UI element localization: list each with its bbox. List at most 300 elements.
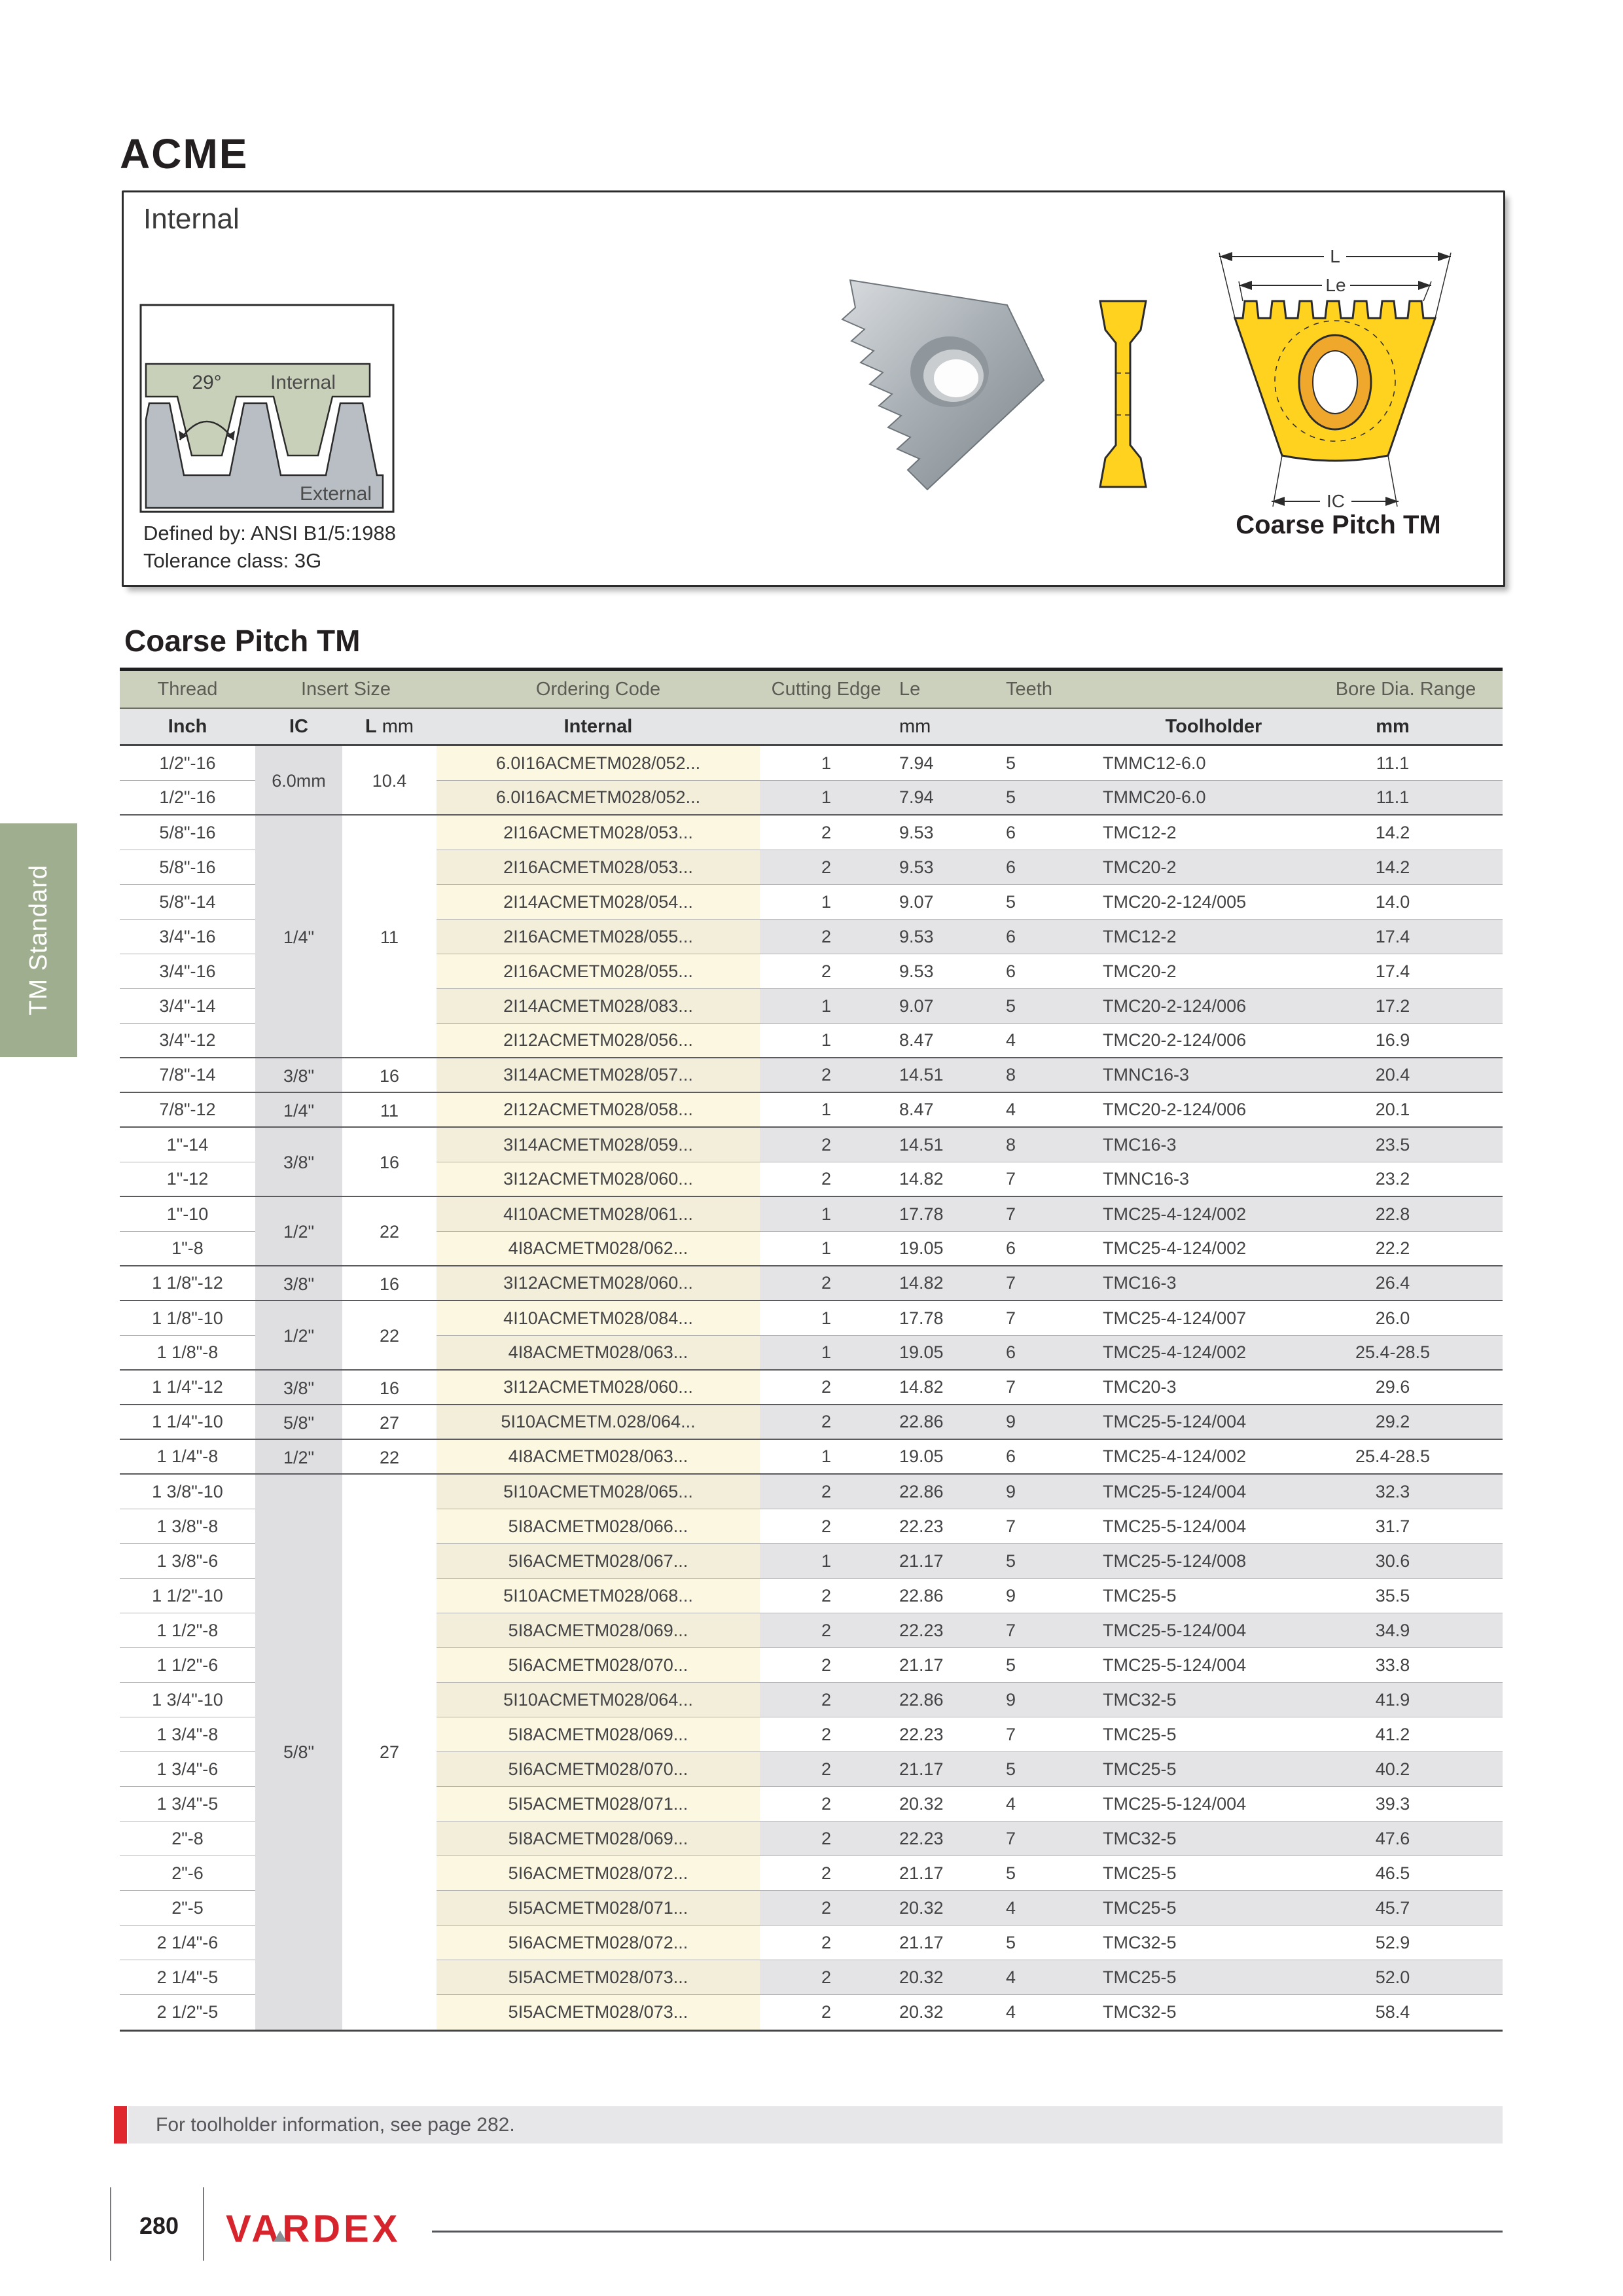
table-row — [120, 954, 1503, 989]
group-l-label: 16 — [379, 1274, 400, 1294]
cell-l — [342, 989, 437, 1024]
cell-bore: 41.2 — [1335, 1717, 1503, 1752]
cell-teeth: 4 — [999, 1891, 1092, 1926]
cell-l — [342, 1856, 437, 1891]
cell-cutting-edge: 2 — [760, 1787, 893, 1821]
cell-l — [342, 1024, 437, 1057]
cell-teeth: 7 — [999, 1509, 1092, 1544]
subheader-ic: IC — [289, 715, 308, 737]
header-bore-range: Bore Dia. Range — [1335, 678, 1476, 700]
cell-teeth: 4 — [999, 1960, 1092, 1995]
cell-thread: 7/8"-12 — [159, 1100, 216, 1119]
insert-side-view — [1080, 296, 1166, 492]
subheader-mm-bore: mm — [1376, 715, 1410, 737]
cell-teeth: 6 — [999, 954, 1092, 989]
cell-cutting-edge: 2 — [760, 1856, 893, 1891]
group-ic-label: 1/4" — [283, 1100, 315, 1121]
cell-thread: 1 1/8"-12 — [152, 1273, 223, 1293]
cell-ordering-code: 3I14ACMETM028/057... — [437, 1058, 760, 1092]
cell-ordering-code: 2I16ACMETM028/053... — [437, 816, 760, 850]
header-insert-size: Insert Size — [301, 678, 391, 700]
cell-teeth: 5 — [999, 989, 1092, 1024]
cell-bore: 58.4 — [1375, 2002, 1410, 2022]
cell-ordering-code: 4I10ACMETM028/084... — [437, 1301, 760, 1336]
insert-caption: Coarse Pitch TM — [1236, 511, 1441, 539]
cell-thread: 1/2"-16 — [120, 746, 255, 781]
table-body — [120, 746, 1503, 2032]
table-row — [120, 1648, 1503, 1683]
cell-ordering-code: 5I6ACMETM028/070... — [437, 1752, 760, 1787]
cell-teeth: 5 — [999, 885, 1092, 920]
table-row — [120, 1024, 1503, 1058]
cell-toolholder: TMC25-5 — [1092, 1717, 1335, 1752]
cell-teeth: 8 — [999, 1128, 1092, 1162]
cell-thread: 1 3/8"-10 — [120, 1475, 255, 1509]
cell-toolholder: TMC25-4-124/002 — [1103, 1238, 1247, 1258]
cell-bore: 33.8 — [1335, 1648, 1503, 1683]
cell-thread: 1"-8 — [171, 1238, 204, 1258]
cell-bore: 29.2 — [1335, 1405, 1503, 1439]
cell-toolholder: TMC25-5-124/004 — [1092, 1648, 1335, 1683]
cell-thread: 2 1/4"-5 — [120, 1960, 255, 1995]
cell-le: 7.94 — [893, 781, 999, 814]
group-ic-label: 5/8" — [283, 1412, 315, 1433]
cell-toolholder: TMC25-4-124/002 — [1092, 1336, 1335, 1369]
group-l-label: 16 — [379, 1153, 400, 1172]
cell-cutting-edge: 1 — [760, 746, 893, 781]
cell-le: 22.86 — [893, 1405, 999, 1439]
cell-thread: 2"-6 — [120, 1856, 255, 1891]
cell-toolholder: TMC20-2-124/006 — [1103, 1030, 1247, 1050]
cell-toolholder: TMC32-5 — [1092, 1926, 1335, 1960]
cell-bore: 14.0 — [1335, 885, 1503, 920]
cell-le: 20.32 — [893, 1960, 999, 1995]
cell-thread: 1 1/4"-8 — [156, 1446, 219, 1466]
subheader-toolholder: Toolholder — [1165, 715, 1262, 737]
cell-cutting-edge: 2 — [821, 2002, 832, 2022]
cell-toolholder: TMC25-5 — [1092, 1891, 1335, 1926]
cell-cutting-edge: 1 — [760, 989, 893, 1024]
cell-le: 9.53 — [893, 954, 999, 989]
table-row — [120, 989, 1503, 1024]
cell-ordering-code: 5I8ACMETM028/069... — [437, 1717, 760, 1752]
cell-cutting-edge: 1 — [760, 781, 893, 814]
section-title: Coarse Pitch TM — [124, 624, 361, 658]
header-thread: Thread — [157, 678, 218, 700]
cell-le: 14.82 — [899, 1169, 944, 1189]
cell-ordering-code: 5I10ACMETM028/064... — [437, 1683, 760, 1717]
cell-cutting-edge: 2 — [760, 1475, 893, 1509]
cell-toolholder: TMMC20-6.0 — [1092, 781, 1335, 814]
subheader-mm-le: mm — [899, 715, 931, 737]
cell-teeth: 7 — [999, 1613, 1092, 1648]
cell-ordering-code: 4I8ACMETM028/063... — [437, 1440, 760, 1473]
cell-teeth: 6 — [1006, 1238, 1016, 1258]
cell-cutting-edge: 1 — [821, 1238, 832, 1258]
cell-l — [342, 1613, 437, 1648]
cell-ordering-code: 5I5ACMETM028/073... — [437, 1960, 760, 1995]
table-row — [120, 1613, 1503, 1648]
table-row — [120, 1544, 1503, 1579]
cell-toolholder: TMC20-2-124/005 — [1092, 885, 1335, 920]
group-ic-label: 1/4" — [283, 927, 315, 947]
cell-ic — [255, 989, 342, 1024]
header-le: Le — [899, 678, 921, 700]
cell-toolholder: TMC20-2-124/006 — [1092, 989, 1335, 1024]
group-ic-label: 3/8" — [283, 1274, 315, 1294]
cell-bore: 31.7 — [1335, 1509, 1503, 1544]
cell-cutting-edge: 2 — [760, 1752, 893, 1787]
footer-divider-left — [110, 2187, 111, 2261]
group-ic-label: 3/8" — [283, 1378, 315, 1398]
cell-bore: 30.6 — [1335, 1544, 1503, 1579]
cell-thread: 5/8"-16 — [120, 816, 255, 850]
page-number: 280 — [139, 2212, 179, 2239]
cell-ic — [255, 816, 342, 850]
cell-bore: 46.5 — [1335, 1856, 1503, 1891]
cell-ordering-code: 6.0I16ACMETM028/052... — [437, 781, 760, 814]
cell-ic — [255, 1995, 342, 2030]
cell-teeth: 7 — [999, 1266, 1092, 1300]
group-ic-label: 5/8" — [283, 1742, 315, 1762]
cell-cutting-edge: 2 — [760, 1613, 893, 1648]
cell-ordering-code: 3I14ACMETM028/059... — [437, 1128, 760, 1162]
cell-le: 22.23 — [893, 1509, 999, 1544]
cell-cutting-edge: 1 — [760, 885, 893, 920]
page-title: ACME — [120, 130, 249, 177]
cell-thread: 3/4"-12 — [159, 1030, 216, 1050]
cell-le: 14.51 — [893, 1058, 999, 1092]
cell-toolholder: TMC20-2-124/006 — [1103, 1100, 1247, 1119]
cell-teeth: 6 — [999, 850, 1092, 885]
cell-ic — [255, 954, 342, 989]
header-ordering-code: Ordering Code — [535, 678, 661, 700]
cell-ordering-code: 2I12ACMETM028/056... — [437, 1024, 760, 1057]
cell-teeth: 4 — [1006, 2002, 1016, 2022]
cell-thread: 1 3/8"-6 — [120, 1544, 255, 1579]
cell-cutting-edge: 2 — [760, 1926, 893, 1960]
group-ic-label: 6.0mm — [272, 771, 326, 791]
cell-le: 22.86 — [893, 1683, 999, 1717]
cell-l — [342, 1821, 437, 1856]
table-subheader-row — [120, 709, 1503, 746]
dim-l-label: L — [1330, 246, 1340, 266]
cell-le: 14.51 — [893, 1128, 999, 1162]
cell-le: 9.07 — [893, 989, 999, 1024]
cell-thread: 1 3/4"-10 — [120, 1683, 255, 1717]
group-l-label: 16 — [379, 1378, 400, 1398]
cell-cutting-edge: 2 — [760, 1405, 893, 1439]
cell-cutting-edge: 2 — [760, 1891, 893, 1926]
cell-thread: 2"-5 — [120, 1891, 255, 1926]
cell-l — [342, 1960, 437, 1995]
cell-le: 19.05 — [893, 1336, 999, 1369]
cell-l — [342, 816, 437, 850]
cell-toolholder: TMC25-5-124/004 — [1092, 1613, 1335, 1648]
table-row — [120, 1509, 1503, 1544]
cell-toolholder: TMC32-5 — [1092, 1821, 1335, 1856]
cell-le: 20.32 — [893, 1787, 999, 1821]
cell-toolholder: TMC25-5-124/004 — [1092, 1475, 1335, 1509]
cell-bore: 17.2 — [1335, 989, 1503, 1024]
cell-teeth: 5 — [999, 1856, 1092, 1891]
cell-le: 19.05 — [899, 1238, 944, 1258]
cell-thread: 2 1/2"-5 — [156, 2002, 219, 2022]
cell-teeth: 5 — [999, 1752, 1092, 1787]
group-l-label: 27 — [379, 1742, 400, 1762]
subheader-inch: Inch — [168, 715, 207, 737]
cell-toolholder: TMC25-5 — [1092, 1579, 1335, 1613]
cell-l — [342, 1544, 437, 1579]
cell-thread: 1 3/4"-6 — [120, 1752, 255, 1787]
header-cutting-edge: Cutting Edge — [771, 678, 882, 700]
cell-thread: 3/4"-14 — [120, 989, 255, 1024]
cell-cutting-edge: 2 — [760, 1579, 893, 1613]
dim-ic-label: IC — [1327, 491, 1345, 511]
cell-ordering-code: 5I10ACMETM028/065... — [437, 1475, 760, 1509]
internal-diagram-label: Internal — [270, 372, 336, 393]
cell-teeth: 5 — [999, 1544, 1092, 1579]
cell-l — [342, 1475, 437, 1509]
cell-l — [342, 1579, 437, 1613]
cell-cutting-edge: 2 — [760, 1509, 893, 1544]
group-l-label: 11 — [380, 1100, 399, 1121]
cell-cutting-edge: 2 — [760, 1683, 893, 1717]
cell-thread: 3/4"-16 — [120, 954, 255, 989]
cell-ordering-code: 5I8ACMETM028/069... — [437, 1613, 760, 1648]
cell-ic — [255, 1648, 342, 1683]
cell-thread: 1"-14 — [120, 1128, 255, 1162]
cell-bore: 23.5 — [1335, 1128, 1503, 1162]
cell-teeth: 5 — [999, 1926, 1092, 1960]
cell-teeth: 6 — [1006, 1446, 1016, 1466]
cell-thread: 5/8"-14 — [120, 885, 255, 920]
table-row — [120, 850, 1503, 885]
cell-cutting-edge: 2 — [760, 1266, 893, 1300]
cell-bore: 11.1 — [1335, 746, 1503, 781]
cell-ic — [255, 1579, 342, 1613]
cell-toolholder: TMC20-3 — [1103, 1377, 1177, 1397]
header-teeth: Teeth — [1006, 678, 1052, 700]
cell-toolholder: TMC25-5-124/008 — [1092, 1544, 1335, 1579]
cell-le: 7.94 — [893, 746, 999, 781]
cell-ordering-code: 6.0I16ACMETM028/052... — [437, 746, 760, 781]
cell-teeth: 6 — [999, 920, 1092, 954]
cell-ordering-code: 5I5ACMETM028/073... — [437, 1995, 760, 2030]
group-ic-label: 1/2" — [283, 1447, 315, 1467]
angle-label: 29° — [192, 372, 222, 393]
subheader-internal: Internal — [563, 715, 633, 737]
cell-toolholder: TMC20-2 — [1092, 954, 1335, 989]
cell-ordering-code: 5I8ACMETM028/066... — [437, 1509, 760, 1544]
brand-logo: VARDEX — [226, 2208, 401, 2250]
cell-le: 21.17 — [893, 1926, 999, 1960]
cell-ordering-code: 3I12ACMETM028/060... — [437, 1162, 760, 1196]
cell-toolholder: TMC25-5 — [1092, 1856, 1335, 1891]
cell-ordering-code: 5I6ACMETM028/072... — [437, 1926, 760, 1960]
cell-bore: 22.8 — [1335, 1197, 1503, 1232]
cell-ordering-code: 4I8ACMETM028/063... — [437, 1336, 760, 1369]
cell-l — [342, 850, 437, 885]
cell-bore: 40.2 — [1335, 1752, 1503, 1787]
cell-thread: 1 3/4"-5 — [120, 1787, 255, 1821]
cell-teeth: 7 — [1006, 1377, 1016, 1397]
cell-teeth: 7 — [999, 1197, 1092, 1232]
cell-ic — [255, 1475, 342, 1509]
cell-ordering-code: 2I14ACMETM028/083... — [437, 989, 760, 1024]
cell-teeth: 4 — [999, 1787, 1092, 1821]
cell-le: 21.17 — [893, 1544, 999, 1579]
cell-bore: 20.1 — [1375, 1100, 1410, 1119]
cell-le: 8.47 — [899, 1100, 934, 1119]
cell-teeth: 5 — [999, 781, 1092, 814]
cell-le: 22.86 — [893, 1475, 999, 1509]
cell-bore: 22.2 — [1375, 1238, 1410, 1258]
cell-l — [342, 885, 437, 920]
cell-teeth: 5 — [999, 1648, 1092, 1683]
cell-toolholder: TMNC16-3 — [1103, 1169, 1190, 1189]
cell-ic — [255, 1024, 342, 1057]
cell-bore: 47.6 — [1335, 1821, 1503, 1856]
cell-toolholder: TMC12-2 — [1092, 816, 1335, 850]
cell-thread: 1 1/8"-10 — [120, 1301, 255, 1336]
toolholder-note: For toolholder information, see page 282. — [156, 2114, 515, 2136]
cell-thread: 7/8"-14 — [159, 1065, 216, 1085]
cell-teeth: 4 — [1006, 1030, 1016, 1050]
cell-cutting-edge: 2 — [760, 1128, 893, 1162]
cell-toolholder: TMC20-2 — [1092, 850, 1335, 885]
cell-thread: 2"-8 — [120, 1821, 255, 1856]
cell-thread: 1/2"-16 — [159, 787, 216, 807]
cell-thread: 3/4"-16 — [120, 920, 255, 954]
cell-l — [342, 1787, 437, 1821]
cell-le: 9.53 — [893, 850, 999, 885]
cell-bore: 14.2 — [1335, 816, 1503, 850]
cell-ic — [255, 1787, 342, 1821]
cell-cutting-edge: 2 — [760, 1648, 893, 1683]
table-header-row — [120, 671, 1503, 709]
cell-ic — [255, 1960, 342, 1995]
cell-ordering-code: 4I8ACMETM028/062... — [437, 1232, 760, 1265]
cell-bore: 20.4 — [1335, 1058, 1503, 1092]
cell-ic — [255, 1926, 342, 1960]
cell-bore: 11.1 — [1335, 781, 1503, 814]
group-l-label: 16 — [379, 1066, 400, 1086]
group-ic-label: 3/8" — [283, 1066, 315, 1086]
cell-thread: 1 1/4"-12 — [152, 1377, 223, 1397]
cell-thread: 2 1/4"-6 — [120, 1926, 255, 1960]
cell-ic — [255, 1821, 342, 1856]
cell-cutting-edge: 2 — [760, 920, 893, 954]
cell-ordering-code: 5I8ACMETM028/069... — [437, 1821, 760, 1856]
cell-le: 8.47 — [899, 1030, 934, 1050]
cell-ordering-code: 2I14ACMETM028/054... — [437, 885, 760, 920]
cell-toolholder: TMC25-4-124/007 — [1092, 1301, 1335, 1336]
cell-bore: 32.3 — [1335, 1475, 1503, 1509]
cell-le: 14.82 — [899, 1377, 944, 1397]
cell-bore: 45.7 — [1335, 1891, 1503, 1926]
cell-thread: 1 1/2"-6 — [120, 1648, 255, 1683]
cell-toolholder: TMC25-5 — [1092, 1752, 1335, 1787]
group-l-label: 22 — [379, 1222, 400, 1242]
cell-ordering-code: 2I12ACMETM028/058... — [437, 1093, 760, 1126]
cell-toolholder: TMC16-3 — [1092, 1128, 1335, 1162]
cell-cutting-edge: 2 — [760, 1821, 893, 1856]
cell-ic — [255, 1683, 342, 1717]
sidebar-tab-label: TM Standard — [24, 865, 52, 1016]
cell-toolholder: TMC32-5 — [1092, 1683, 1335, 1717]
cell-cutting-edge: 1 — [821, 1100, 832, 1119]
cell-le: 14.82 — [893, 1266, 999, 1300]
group-l-label: 22 — [379, 1447, 400, 1467]
defined-by-text: Defined by: ANSI B1/5:1988 — [143, 522, 397, 545]
cell-bore: 26.0 — [1335, 1301, 1503, 1336]
insert-front-view — [1194, 245, 1476, 526]
table-row — [120, 885, 1503, 920]
footer-rule — [432, 2231, 1503, 2233]
cell-le: 17.78 — [893, 1301, 999, 1336]
cell-ic — [255, 1856, 342, 1891]
cell-l — [342, 1926, 437, 1960]
cell-thread: 1 1/2"-10 — [120, 1579, 255, 1613]
cell-le: 19.05 — [899, 1446, 944, 1466]
cell-bore: 23.2 — [1375, 1169, 1410, 1189]
cell-bore: 34.9 — [1335, 1613, 1503, 1648]
cell-teeth: 9 — [999, 1683, 1092, 1717]
cell-teeth: 5 — [999, 746, 1092, 781]
cell-teeth: 6 — [999, 1336, 1092, 1369]
table-row — [120, 816, 1503, 850]
cell-bore: 52.9 — [1335, 1926, 1503, 1960]
external-diagram-label: External — [299, 483, 372, 505]
cell-ic — [255, 1544, 342, 1579]
cell-le: 9.53 — [893, 920, 999, 954]
cell-toolholder: TMC25-4-124/002 — [1092, 1197, 1335, 1232]
cell-ordering-code: 4I10ACMETM028/061... — [437, 1197, 760, 1232]
cell-bore: 52.0 — [1335, 1960, 1503, 1995]
cell-toolholder: TMMC12-6.0 — [1092, 746, 1335, 781]
cell-le: 22.86 — [893, 1579, 999, 1613]
coarse-pitch-table — [120, 668, 1503, 2032]
cell-le: 22.23 — [893, 1821, 999, 1856]
cell-toolholder: TMC25-5 — [1092, 1960, 1335, 1995]
footer-divider-mid — [203, 2187, 204, 2261]
cell-teeth: 7 — [999, 1717, 1092, 1752]
table-row — [120, 1960, 1503, 1995]
internal-info-box — [122, 190, 1505, 587]
cell-thread: 1 1/2"-8 — [120, 1613, 255, 1648]
cell-thread: 1 1/4"-10 — [152, 1412, 223, 1431]
cell-teeth: 9 — [999, 1475, 1092, 1509]
group-l-label: 27 — [379, 1412, 400, 1433]
cell-ic — [255, 850, 342, 885]
cell-bore: 39.3 — [1335, 1787, 1503, 1821]
cell-teeth: 9 — [999, 1579, 1092, 1613]
cell-l — [342, 1891, 437, 1926]
cell-toolholder: TMC16-3 — [1092, 1266, 1335, 1300]
cell-bore: 17.4 — [1335, 920, 1503, 954]
cell-le: 17.78 — [893, 1197, 999, 1232]
cell-cutting-edge: 1 — [821, 1446, 832, 1466]
table-row — [120, 1891, 1503, 1926]
note-accent-bar — [114, 2106, 127, 2144]
cell-cutting-edge: 2 — [760, 816, 893, 850]
cell-ic — [255, 1891, 342, 1926]
group-ic-label: 1/2" — [283, 1222, 315, 1242]
cell-cutting-edge: 2 — [760, 1717, 893, 1752]
cell-teeth: 8 — [999, 1058, 1092, 1092]
cell-cutting-edge: 2 — [760, 954, 893, 989]
